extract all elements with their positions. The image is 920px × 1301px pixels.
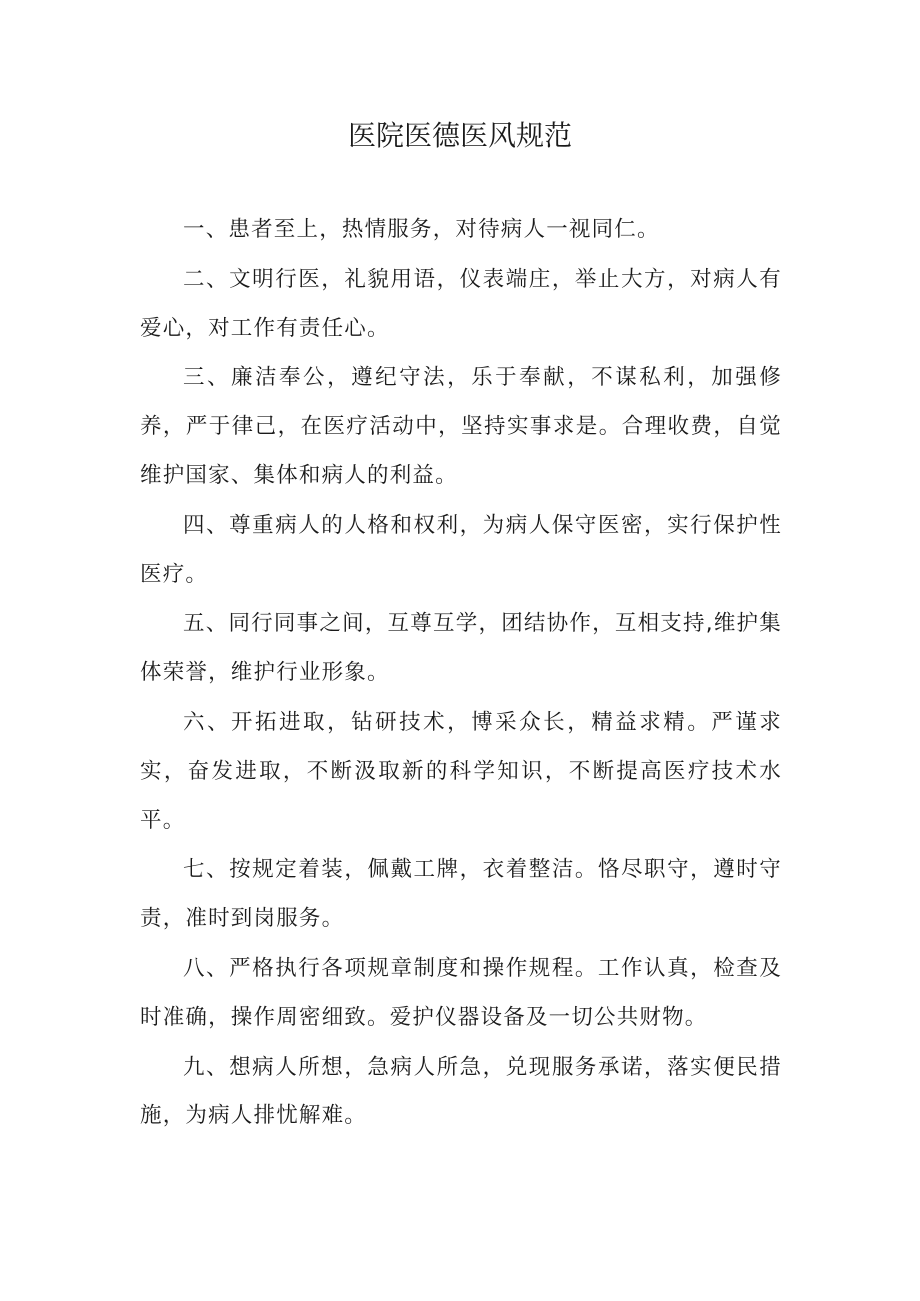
paragraph-7: 七、按规定着装，佩戴工牌，衣着整洁。恪尽职守，遵时守责，准时到岗服务。 bbox=[140, 857, 782, 932]
paragraph-4: 四、尊重病人的人格和权利，为病人保守医密，实行保护性医疗。 bbox=[140, 512, 782, 587]
paragraph-9: 九、想病人所想，急病人所急，兑现服务承诺，落实便民措施，为病人排忧解难。 bbox=[140, 1054, 782, 1129]
paragraph-1: 一、患者至上，热情服务，对待病人一视同仁。 bbox=[183, 217, 660, 242]
paragraph-3: 三、廉洁奉公，遵纪守法，乐于奉献，不谋私利，加强修养，严于律己，在医疗活动中，坚持实事求是。合理收费，自觉维护国家、集体和病人的利益。 bbox=[140, 365, 782, 488]
paragraph-6: 六、开拓进取，钻研技术，博采众长，精益求精。严谨求实，奋发进取，不断汲取新的科学知识，不断提高医疗技术水平。 bbox=[140, 709, 782, 833]
paragraph-5: 五、同行同事之间，互尊互学，团结协作，互相支持,维护集体荣誉，维护行业形象。 bbox=[140, 611, 782, 686]
paragraph-2: 二、文明行医，礼貌用语，仪表端庄，举止大方，对病人有爱心，对工作有责任心。 bbox=[140, 266, 782, 341]
document-body bbox=[140, 206, 782, 1142]
paragraph-8: 八、严格执行各项规章制度和操作规程。工作认真，检查及时准确，操作周密细致。爱护仪器设备及一切公共财物。 bbox=[140, 955, 782, 1030]
document-title: 医院医德医风规范 bbox=[347, 119, 572, 152]
